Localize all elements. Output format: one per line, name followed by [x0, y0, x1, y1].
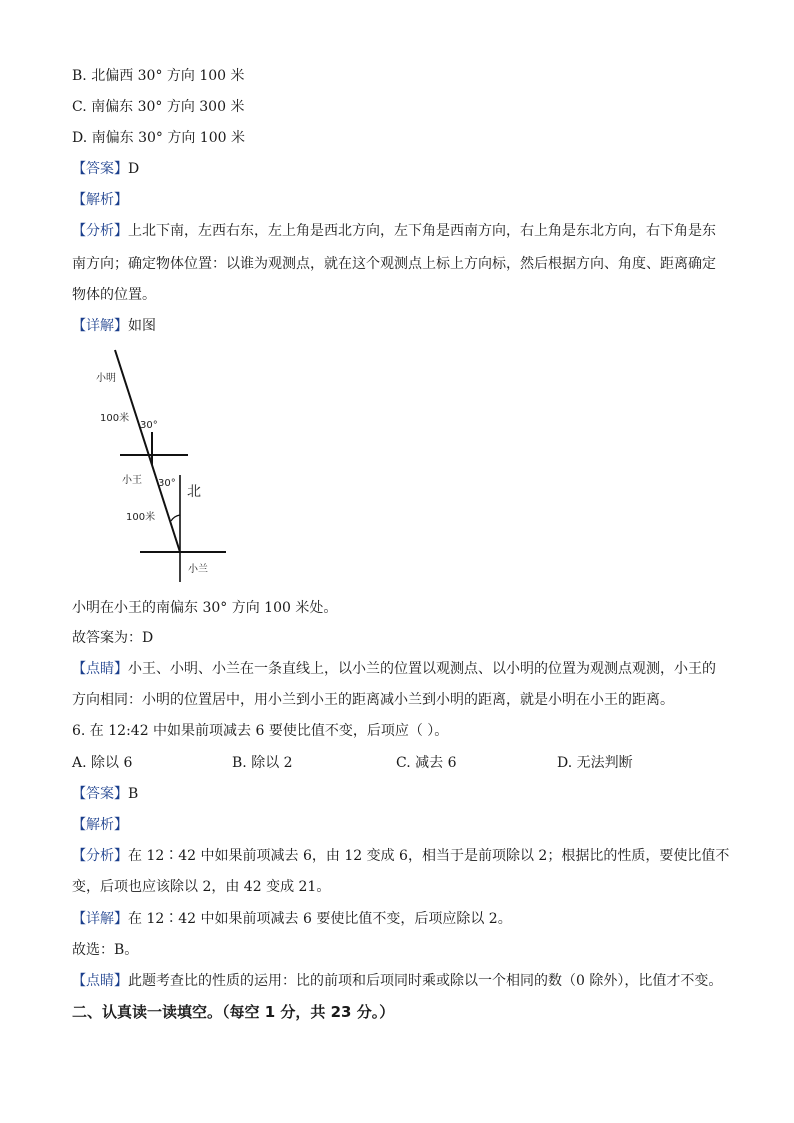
q6-detail-text: 在 12∶42 中如果前项减去 6 要使比值不变，后项应除以 2。 [128, 911, 512, 927]
label-dist-bottom: 100米 [126, 512, 156, 523]
q6-fenxi-text-1: 在 12∶42 中如果前项减去 6，由 12 变成 6，相当于是前项除以 2；根据比的性质，要使比值不 [128, 848, 730, 864]
label-dist-top: 100米 [100, 413, 130, 424]
option-c: C. 南偏东 30° 方向 300 米 [72, 99, 245, 115]
q6-fenxi-line-1 [72, 846, 734, 866]
question-6: 6. 在 12:42 中如果前项减去 6 要使比值不变，后项应（ ）。 [72, 723, 449, 739]
label-angle-mid: 30° [158, 478, 176, 489]
answer-value: D [128, 161, 140, 177]
option-d: D. 南偏东 30° 方向 100 米 [72, 130, 245, 146]
dianjing-tag: 【点睛】 [72, 661, 128, 677]
q6-detail-tag: 【详解】 [72, 911, 128, 927]
q6-option-a: A. 除以 6 [72, 755, 133, 771]
result-line: 小明在小王的南偏东 30° 方向 100 米处。 [72, 600, 338, 616]
label-xiaowang: 小王 [122, 475, 142, 486]
label-xiaolan: 小兰 [188, 564, 208, 575]
q6-option-b: B. 除以 2 [232, 755, 293, 771]
q6-analysis-row [72, 815, 734, 835]
dianjing-line-2: 方向相同：小明的位置居中，用小兰到小王的距离减小兰到小明的距离，就是小明在小王的距离。 [72, 692, 674, 708]
detail-tag: 【详解】 [72, 318, 128, 334]
angle-arc-bottom [171, 515, 180, 521]
detail-row [72, 316, 734, 336]
fenxi-text-1: 上北下南，左西右东，左上角是西北方向，左下角是西南方向，右上角是东北方向，右下角是东 [128, 223, 716, 239]
q6-fenxi-line-2: 变，后项也应该除以 2，由 42 变成 21。 [72, 879, 331, 895]
q6-option-c: C. 减去 6 [396, 755, 457, 771]
conclusion-q5: 故答案为：D [72, 630, 154, 646]
label-xiaoming: 小明 [96, 373, 116, 384]
q6-answer-tag: 【答案】 [72, 786, 128, 802]
fenxi-line-2: 南方向；确定物体位置：以谁为观测点，就在这个观测点上标上方向标，然后根据方向、角度、距离确定 [72, 256, 716, 272]
q6-dianjing-text: 此题考查比的性质的运用：比的前项和后项同时乘或除以一个相同的数（0 除外），比值才不变。 [128, 973, 723, 989]
q6-analysis-tag: 【解析】 [72, 817, 128, 833]
analysis-tag: 【解析】 [72, 192, 128, 208]
label-angle-top: 30° [140, 420, 158, 431]
answer-tag: 【答案】 [72, 161, 128, 177]
dianjing-line-1 [72, 659, 734, 679]
answer-row [72, 159, 734, 179]
fenxi-line-1 [72, 221, 734, 241]
q6-dianjing-tag: 【点睛】 [72, 973, 128, 989]
section-2-title: 二、认真读一读填空。（每空 1 分，共 23 分。） [72, 1003, 395, 1021]
q6-dianjing-row [72, 971, 734, 991]
label-north: 北 [187, 484, 201, 500]
analysis-row [72, 190, 734, 210]
direction-diagram [80, 340, 250, 590]
fenxi-tag: 【分析】 [72, 223, 128, 239]
q6-answer-row [72, 784, 734, 804]
q6-fenxi-tag: 【分析】 [72, 848, 128, 864]
q6-option-d: D. 无法判断 [557, 755, 633, 771]
q6-answer-value: B [128, 786, 139, 802]
fenxi-line-3: 物体的位置。 [72, 287, 156, 303]
dianjing-text-1: 小王、小明、小兰在一条直线上，以小兰的位置以观测点、以小明的位置为观测点观测，小王的 [128, 661, 716, 677]
q6-conclusion: 故选：B。 [72, 942, 139, 958]
q6-detail-row [72, 909, 734, 929]
option-b: B. 北偏西 30° 方向 100 米 [72, 68, 245, 84]
detail-text: 如图 [128, 318, 156, 334]
